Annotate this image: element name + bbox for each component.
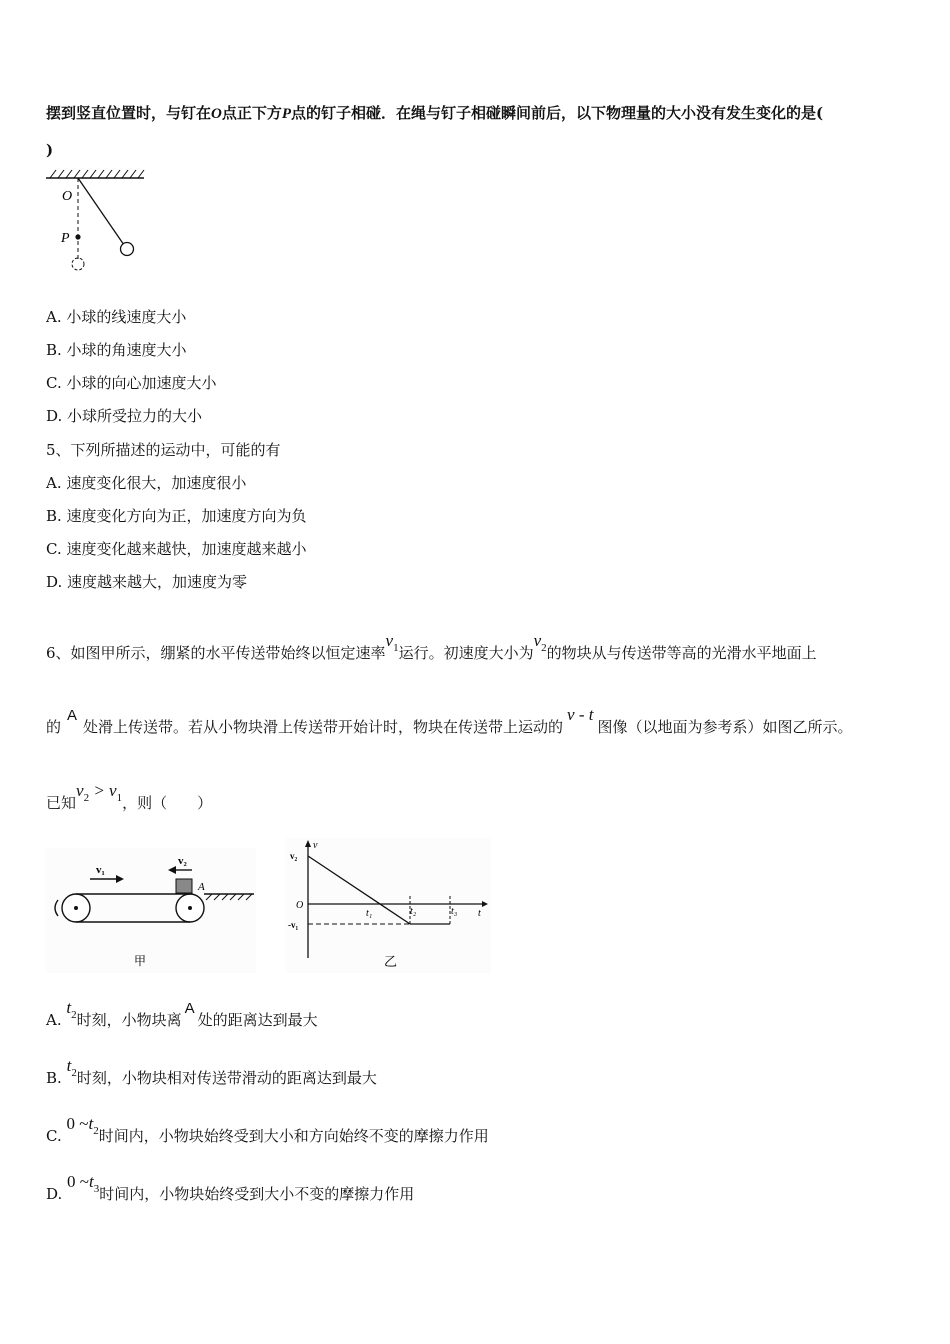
- label-v2: v₂: [178, 855, 187, 867]
- string-line: [78, 178, 124, 245]
- q6-line3: [46, 781, 213, 815]
- q6-option-c-label: C.: [46, 1127, 62, 1145]
- q6-option-c: [46, 1114, 489, 1148]
- q6-option-b: [46, 1056, 377, 1090]
- q6-line1-b: 运行。初速度大小为: [398, 644, 534, 662]
- q6-option-a-math: [66, 998, 77, 1021]
- q6-v1: [385, 631, 399, 654]
- label-t1: t₁: [366, 908, 373, 919]
- q5-option-b: B. 速度变化方向为正，加速度方向为负: [46, 507, 307, 525]
- right-pulley-center: [188, 906, 192, 910]
- q6-v2-symbol: v: [533, 631, 542, 650]
- q4-point-p: P: [281, 106, 292, 122]
- q4-option-c: C. 小球的向心加速度大小: [46, 374, 217, 392]
- q6-option-a-point-a: A: [184, 1000, 195, 1017]
- label-t: t: [478, 908, 481, 919]
- label-a: A: [198, 881, 205, 893]
- q6-option-b-text: 时刻，小物块相对传送带滑动的距离达到最大: [76, 1069, 377, 1087]
- vt-graph-background: [286, 838, 491, 973]
- q6-line1-a: 6、如图甲所示，绷紧的水平传送带始终以恒定速率: [46, 644, 386, 662]
- q5-stem: 5、下列所描述的运动中，可能的有: [46, 441, 281, 459]
- label-o: O: [62, 189, 73, 204]
- q6-option-a: [46, 998, 318, 1032]
- label-neg-v1: -v₁: [288, 920, 299, 930]
- q4-stem-part3: 点的钉子相碰．在绳与钉子相碰瞬间前后，以下物理量的大小没有发生变化的是(: [291, 104, 824, 122]
- q6-line2-b: 处滑上传送带。若从小物块滑上传送带开始计时，物块在传送带上运动的: [83, 718, 564, 736]
- q6-option-c-text: 时间内，小物块始终受到大小和方向始终不变的摩擦力作用: [98, 1127, 489, 1145]
- left-pulley-center: [74, 906, 78, 910]
- q6-vt: v - t: [567, 705, 594, 724]
- q6-option-b-sub: 2: [71, 1067, 77, 1079]
- q6-option-d: [46, 1172, 415, 1206]
- q5-option-c: C. 速度变化越来越快，加速度越来越小: [46, 540, 307, 558]
- q6-v2: [533, 631, 547, 654]
- q6-option-d-sub: 3: [93, 1183, 100, 1195]
- q6-option-c-math: [66, 1114, 99, 1137]
- pendulum-figure: [40, 165, 160, 280]
- q6-option-c-t: t: [88, 1114, 94, 1133]
- ball-dashed-position: [72, 258, 84, 270]
- q6-line1: [46, 631, 817, 665]
- block: [176, 879, 192, 893]
- q6-cond-sub1: 2: [83, 792, 90, 804]
- conveyor-figure: [46, 848, 256, 973]
- q6-line2-c: 图像（以地面为参考系）如图乙所示。: [597, 718, 853, 736]
- q6-option-b-math: [66, 1056, 77, 1079]
- q6-v2-sub: 2: [541, 642, 547, 654]
- q6-line2-a: 的: [46, 718, 62, 736]
- label-v2-axis: v₂: [290, 851, 298, 861]
- q5-option-d: D. 速度越来越大，加速度为零: [46, 573, 248, 591]
- q6-option-d-text: 时间内，小物块始终受到大小不变的摩擦力作用: [99, 1185, 415, 1203]
- q6-line2: [46, 705, 853, 738]
- q6-v1-sub: 1: [393, 642, 399, 654]
- q6-option-a-text-a: 时刻，小物块离: [76, 1011, 182, 1029]
- q6-option-d-pre: 0 ~: [67, 1172, 89, 1191]
- nail-p: [75, 234, 80, 239]
- q4-option-a: A. 小球的线速度大小: [46, 308, 187, 326]
- q6-option-d-t: t: [89, 1172, 94, 1191]
- vt-graph: [286, 838, 491, 973]
- q6-v1-symbol: v: [385, 631, 394, 650]
- q6-option-c-sub: 2: [93, 1125, 99, 1137]
- label-origin: O: [296, 900, 304, 911]
- caption-yi: 乙: [384, 954, 398, 969]
- q6-option-b-t: t: [66, 1056, 72, 1075]
- label-p: P: [61, 231, 70, 246]
- label-t3: t₃: [451, 906, 458, 917]
- label-v: v: [313, 840, 318, 851]
- q6-option-a-text-b: 处的距离达到最大: [197, 1011, 318, 1029]
- q6-cond-v: v: [76, 781, 84, 800]
- q6-option-c-pre: 0 ~: [66, 1114, 89, 1133]
- q6-line1-c: 的物块从与传送带等高的光滑水平地面上: [546, 644, 817, 662]
- q6-option-d-label: D.: [46, 1185, 63, 1203]
- q6-condition: [76, 781, 123, 804]
- q5-option-a: A. 速度变化很大，加速度很小: [46, 474, 247, 492]
- caption-jia: 甲: [134, 954, 147, 968]
- q4-option-d: D. 小球所受拉力的大小: [46, 407, 203, 425]
- q4-stem-part2: 点正下方: [221, 104, 282, 122]
- q4-stem-part1: 摆到竖直位置时，与钉在: [46, 104, 212, 122]
- q6-option-a-sub: 2: [71, 1009, 77, 1021]
- q6-option-d-math: [67, 1172, 100, 1195]
- q6-line3-a: 已知: [46, 794, 77, 812]
- q4-option-b: B. 小球的角速度大小: [46, 341, 187, 359]
- q6-option-a-label: A.: [46, 1011, 62, 1029]
- q6-cond-gt: > v: [89, 781, 117, 800]
- q4-point-o: O: [211, 106, 222, 122]
- label-t2: t₂: [410, 906, 417, 917]
- ball: [121, 243, 134, 256]
- q6-line3-b: ，则（ ）: [122, 794, 213, 812]
- q6-cond-sub2: 1: [116, 792, 123, 804]
- q4-stem-close: ): [46, 141, 54, 159]
- ceiling-hatch: [50, 170, 144, 178]
- q6-option-a-t: t: [66, 998, 72, 1017]
- label-v1: v₁: [96, 864, 105, 876]
- q6-point-a: A: [67, 707, 78, 724]
- q6-option-b-label: B.: [46, 1069, 62, 1087]
- q4-stem: [46, 103, 823, 124]
